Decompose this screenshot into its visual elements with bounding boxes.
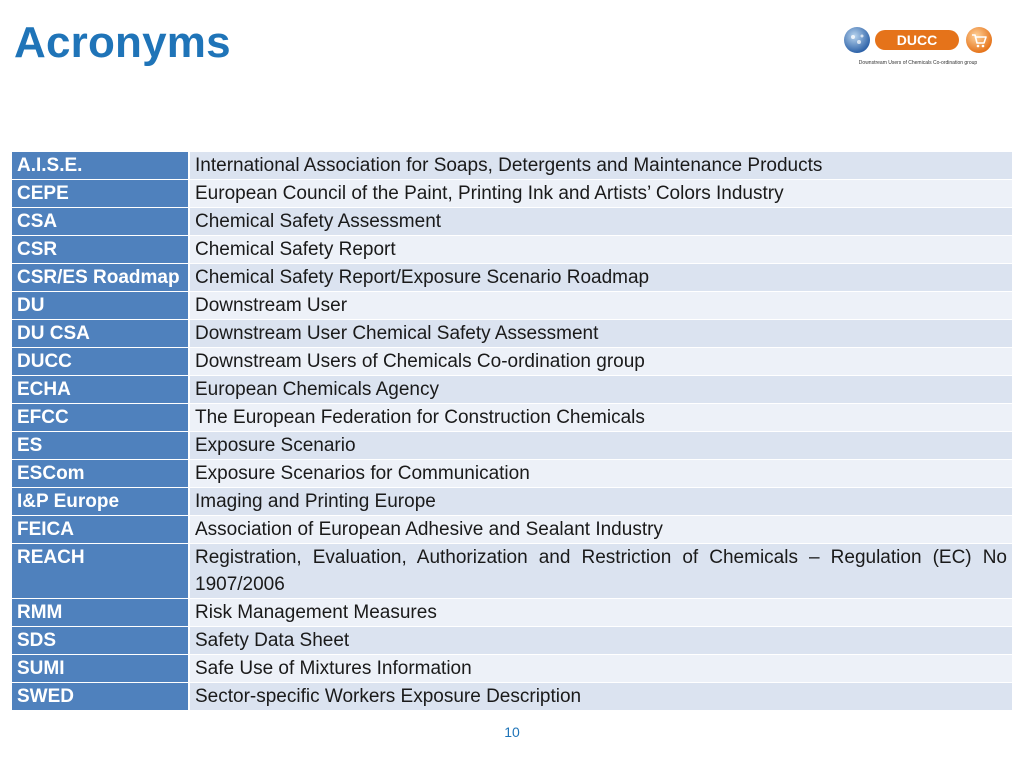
table-row xyxy=(12,627,1012,655)
definition-cell: Registration, Evaluation, Authorization and Restriction of Chemicals – Regulation (EC) No 1907/2006 xyxy=(189,544,1012,599)
definition-cell: Imaging and Printing Europe xyxy=(189,488,1012,516)
acronym-cell: FEICA xyxy=(12,516,189,544)
definition-cell: Sector-specific Workers Exposure Description xyxy=(189,683,1012,711)
definition-cell: Downstream User Chemical Safety Assessment xyxy=(189,320,1012,348)
table-row xyxy=(12,599,1012,627)
definition-cell: Downstream Users of Chemicals Co-ordination group xyxy=(189,348,1012,376)
acronym-cell: DUCC xyxy=(12,348,189,376)
table-row xyxy=(12,236,1012,264)
page-number: 10 xyxy=(504,724,520,740)
table-row xyxy=(12,488,1012,516)
table-row xyxy=(12,544,1012,599)
table-row xyxy=(12,460,1012,488)
ducc-wordmark: DUCC xyxy=(896,32,938,48)
acronym-cell: CEPE xyxy=(12,180,189,208)
table-row xyxy=(12,152,1012,180)
table-row xyxy=(12,376,1012,404)
acronyms-table xyxy=(12,152,1012,711)
blue-sphere-icon xyxy=(844,27,870,53)
table-row xyxy=(12,404,1012,432)
shopping-cart-sphere-icon xyxy=(966,27,992,53)
definition-cell: European Chemicals Agency xyxy=(189,376,1012,404)
table-row xyxy=(12,516,1012,544)
definition-cell: Safety Data Sheet xyxy=(189,627,1012,655)
acronym-cell: REACH xyxy=(12,544,189,599)
acronym-cell: CSR/ES Roadmap xyxy=(12,264,189,292)
acronym-cell: ECHA xyxy=(12,376,189,404)
table-row xyxy=(12,320,1012,348)
table-row xyxy=(12,180,1012,208)
table-row xyxy=(12,348,1012,376)
acronym-cell: SUMI xyxy=(12,655,189,683)
acronym-cell: SDS xyxy=(12,627,189,655)
table-row xyxy=(12,208,1012,236)
definition-cell: Safe Use of Mixtures Information xyxy=(189,655,1012,683)
definition-cell: Downstream User xyxy=(189,292,1012,320)
acronym-cell: A.I.S.E. xyxy=(12,152,189,180)
table-row xyxy=(12,292,1012,320)
table-row xyxy=(12,655,1012,683)
definition-cell: Chemical Safety Assessment xyxy=(189,208,1012,236)
definition-cell: Exposure Scenarios for Communication xyxy=(189,460,1012,488)
acronym-cell: DU CSA xyxy=(12,320,189,348)
definition-cell: European Council of the Paint, Printing Ink and Artists’ Colors Industry xyxy=(189,180,1012,208)
acronym-cell: I&P Europe xyxy=(12,488,189,516)
table-row xyxy=(12,264,1012,292)
acronym-cell: CSA xyxy=(12,208,189,236)
definition-cell: International Association for Soaps, Detergents and Maintenance Products xyxy=(189,152,1012,180)
acronym-cell: RMM xyxy=(12,599,189,627)
page-title: Acronyms xyxy=(14,18,231,67)
table-row xyxy=(12,432,1012,460)
definition-cell: Risk Management Measures xyxy=(189,599,1012,627)
acronym-cell: ES xyxy=(12,432,189,460)
acronym-cell: CSR xyxy=(12,236,189,264)
acronym-cell: SWED xyxy=(12,683,189,711)
acronym-cell: DU xyxy=(12,292,189,320)
table-row xyxy=(12,683,1012,711)
acronym-cell: ESCom xyxy=(12,460,189,488)
definition-cell: The European Federation for Construction Chemicals xyxy=(189,404,1012,432)
definition-cell: Association of European Adhesive and Sealant Industry xyxy=(189,516,1012,544)
acronym-cell: EFCC xyxy=(12,404,189,432)
logo-caption: Downstream Users of Chemicals Co-ordination group xyxy=(858,60,978,66)
definition-cell: Chemical Safety Report/Exposure Scenario Roadmap xyxy=(189,264,1012,292)
definition-cell: Exposure Scenario xyxy=(189,432,1012,460)
definition-cell: Chemical Safety Report xyxy=(189,236,1012,264)
